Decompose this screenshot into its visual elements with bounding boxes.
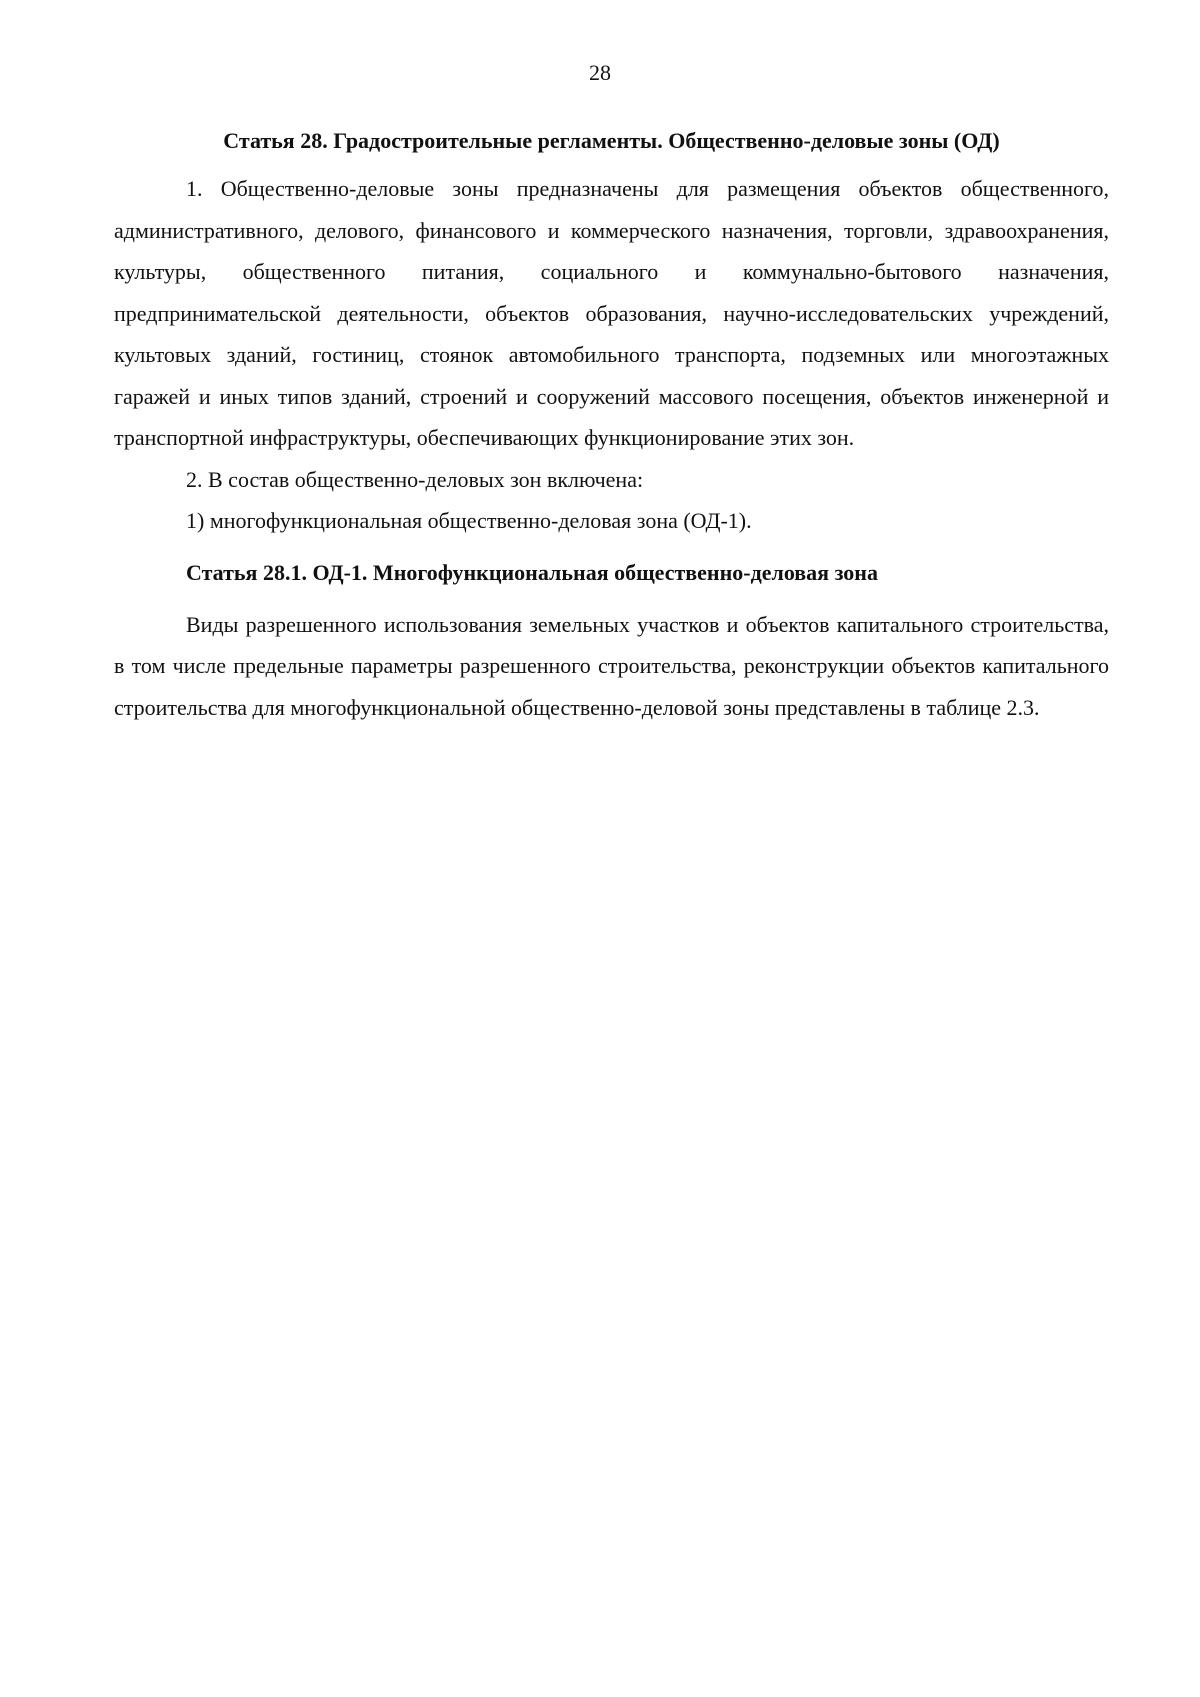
article-28-paragraph-1: 1. Общественно-деловые зоны предназначены для размещения объектов общественного, административного, делового, финансового и коммерческого назначения, торговли, здравоохранения, культуры, общественного питания, социального и коммунально-бытового назначения, предпринимательской деятельности, объектов образования, научно-исследовательских учреждений, культовых зданий, гостиниц, стоянок автомобильного транспорта, подземных или многоэтажных гаражей и иных типов зданий, строений и сооружений массового посещения, объектов инженерной и транспортной инфраструктуры, обеспечивающих функционирование этих зон.	[114, 176, 1109, 450]
article-28-1-heading: Статья 28.1. ОД-1. Многофункциональная общественно-деловая зона	[186, 559, 878, 585]
article-28-1-paragraph-1: Виды разрешенного использования земельных участков и объектов капитального строительства, в том числе предельные параметры разрешенного строительства, реконструкции объектов капитального строительства для многофункциональной общественно-деловой зоны представлены в таблице 2.3.	[114, 611, 1109, 720]
spacer	[114, 542, 1109, 558]
article-28-heading: Статья 28. Градостроительные регламенты. Общественно-деловые зоны (ОД)	[223, 128, 1000, 153]
article-28-paragraph-2: 2. В состав общественно-деловых зон включена:	[186, 466, 644, 492]
page-content	[114, 126, 1109, 728]
page-number: 28	[589, 60, 611, 85]
spacer	[114, 588, 1109, 604]
article-28-paragraph-3: 1) многофункциональная общественно-деловая зона (ОД-1).	[186, 508, 752, 533]
